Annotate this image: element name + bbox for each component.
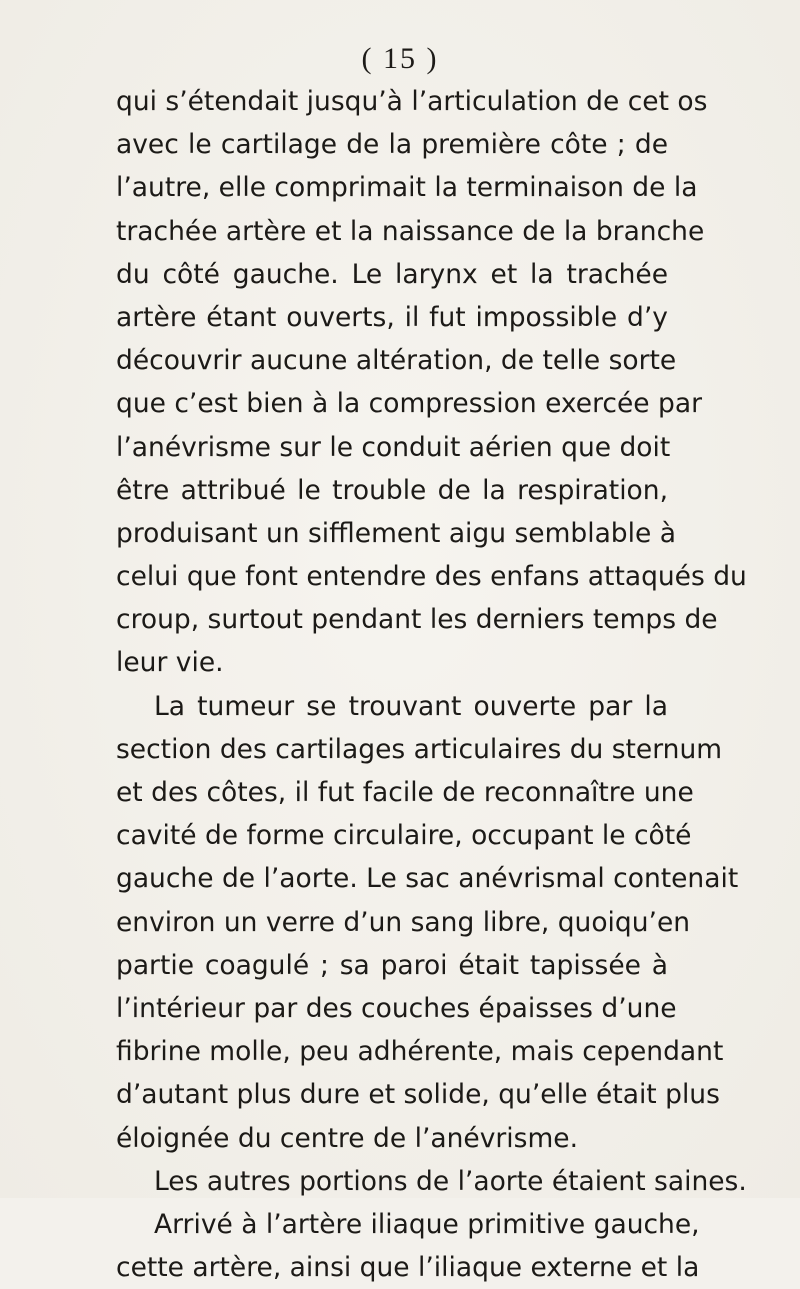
text-line: leur vie. xyxy=(116,647,224,679)
text-line: que c’est bien à la compression exercée par xyxy=(116,388,702,420)
text-line: l’autre, elle comprimait la terminaison de la xyxy=(116,172,698,204)
text-line: environ un verre d’un sang libre, quoiqu’en xyxy=(116,906,691,938)
text-line: fibrine molle, peu adhérente, mais cependant xyxy=(116,1036,724,1068)
text-line: Les autres portions de l’aorte étaient saines. xyxy=(154,1165,747,1197)
text-line: section des cartilages articulaires du sternum xyxy=(116,733,723,765)
text-line: éloignée du centre de l’anévrisme. xyxy=(116,1122,578,1154)
text-line: cavité de forme circulaire, occupant le côté xyxy=(116,820,692,852)
text-line: gauche de l’aorte. Le sac anévrismal contenait xyxy=(116,863,739,895)
text-line: celui que font entendre des enfans attaqués du xyxy=(116,561,747,593)
text-line: qui s’étendait jusqu’à l’articulation de cet os xyxy=(116,86,708,117)
text-line: l’anévrisme sur le conduit aérien que doit xyxy=(116,431,671,463)
text-line: trachée artère et la naissance de la branche xyxy=(116,215,705,247)
text-line: être attribué le trouble de la respiration, xyxy=(116,474,668,506)
text-line: et des côtes, il fut facile de reconnaître une xyxy=(116,777,694,808)
text-line: découvrir aucune altération, de telle sorte xyxy=(116,345,677,377)
text-line: produisant un sifflement aigu semblable à xyxy=(116,517,676,549)
text-line: avec le cartilage de la première côte ; de xyxy=(116,129,668,161)
text-line: La tumeur se trouvant ouverte par la xyxy=(154,690,668,722)
text-line: d’autant plus dure et solide, qu’elle était plus xyxy=(116,1079,720,1111)
text-line: artère étant ouverts, il fut impossible d’y xyxy=(116,301,668,333)
body-text xyxy=(116,80,747,1289)
text-line: Arrivé à l’artère iliaque primitive gauche, xyxy=(154,1208,700,1240)
text-line: cette artère, ainsi que l’iliaque externe et la xyxy=(116,1252,700,1284)
text-line: partie coagulé ; sa paroi était tapissée à xyxy=(116,949,668,981)
text-line: l’intérieur par des couches épaisses d’une xyxy=(116,992,677,1024)
text-line: croup, surtout pendant les derniers temps de xyxy=(116,604,718,636)
text-line: du côté gauche. Le larynx et la trachée xyxy=(116,258,668,290)
page-number: ( 15 ) xyxy=(361,42,439,75)
